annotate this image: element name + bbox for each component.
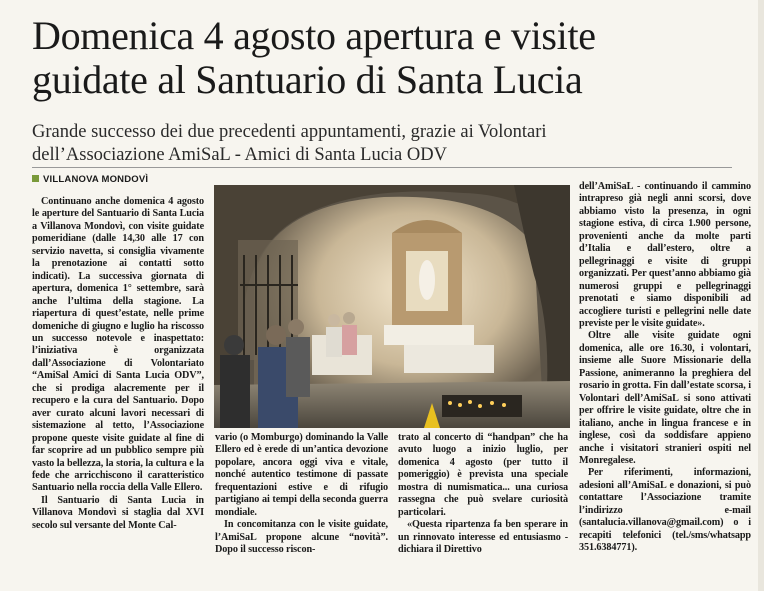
kicker-square-icon — [32, 175, 39, 182]
paragraph: dell’AmiSaL - continuando il cammino intrapreso già negli anni scorsi, dove abbiamo visto la presenza, in ogni stagione estiva, di circa 1.900 persone, provenienti anche da molte parti d’Italia e dall’estero, oltre a pellegrinaggi e visite di gruppi organizzati. Per quest’anno abbiamo già numerosi gruppi e pellegrinaggi prenotati e siamo disponibili ad accogliere turisti e pellegrini nelle date previste per le visite guidate». — [579, 181, 751, 329]
column-3 — [398, 432, 568, 557]
column-2 — [215, 432, 388, 557]
headline-line-1: Domenica 4 agosto apertura e visite — [32, 13, 596, 58]
headline — [32, 14, 752, 102]
divider — [32, 167, 732, 168]
sanctuary-cave-photo — [214, 185, 570, 428]
paragraph: Il Santuario di Santa Lucia in Villanova Mondovì si staglia dal XVI secolo sul versante del Monte Cal- — [32, 494, 204, 531]
subheadline — [32, 121, 752, 167]
subheadline-line-1: Grande successo dei due precedenti appuntamenti, grazie ai Volontari — [32, 122, 547, 142]
paragraph: In concomitanza con le visite guidate, l’AmiSaL propone alcune “novità”. Dopo il successo riscon- — [215, 519, 388, 556]
subheadline-line-2: dell’Associazione AmiSaL - Amici di Santa Lucia ODV — [32, 145, 447, 165]
paragraph: Per riferimenti, informazioni, adesioni all’AmiSaL e donazioni, si può contattare l’Associazione tramite l’indirizzo e-mail (santalucia.villanova@gmail.com) o i recapiti telefonici (tel./sms/whatsapp 351.6384771). — [579, 467, 751, 554]
headline-line-2: guidate al Santuario di Santa Lucia — [32, 57, 583, 102]
page-edge — [758, 0, 764, 591]
kicker-label: VILLANOVA MONDOVÌ — [43, 174, 149, 185]
paragraph: trato al concerto di “handpan” che ha avuto luogo a inizio luglio, per domenica 4 agosto (per tutto il pomeriggio) è prevista una speciale mostra di numismatica... una curiosa rassegna che può svelare curiosità particolari. — [398, 432, 568, 518]
column-1 — [32, 196, 204, 532]
photo-illustration — [214, 185, 570, 428]
paragraph: Continuano anche domenica 4 agosto le aperture del Santuario di Santa Lucia a Villanova Mondovì, con visite guidate pomeridiane (dalle 14,30 alle 17 con servizio navetta, si consiglia vivamente la prenotazione ai contatti sotto indicati). La successiva giornata di apertura, domenica 1° settembre, sarà anche l’ultima della stagione. La riapertura di quest’estate, nelle prime domeniche di giugno e luglio ha riscosso un successo notevole e inaspettato: l’iniziativa è organizzata dall’Associazione di Volontariato “AmiSal Amici di Santa Lucia ODV”, che si prodiga alacremente per il recupero e la cura del Santuario. Dopo aver curato alcuni lavori necessari di sistemazione al tetto, l’Associazione propone queste visite guidate al fine di far scoprire ad un pubblico sempre più vasto la bellezza, la storia, la cultura e la fede che arricchiscono il caratteristico Santuario nella roccia della Valle Ellero. — [32, 196, 204, 494]
column-4 — [579, 181, 751, 555]
paragraph: Oltre alle visite guidate ogni domenica, alle ore 16.30, i volontari, insieme alle Suore Missionarie della Passione, animeranno la preghiera del rosario in grotta. Fin dall’estate scorsa, i Volontari dell’AmiSaL si sono attivati per offrire le visite guidate, oltre che in italiano, anche in lingua francese e in inglese, così da soddisfare appieno anche i visitatori stranieri ospiti nel Monregalese. — [579, 330, 751, 466]
paragraph: vario (o Momburgo) dominando la Valle Ellero ed è erede di un’antica devozione popolare, ancora oggi viva e vitale, nonché autentico testimone di passate frequentazioni estive e di rifugio partigiano ai tempi della seconda guerra mondiale. — [215, 432, 388, 518]
paragraph: «Questa ripartenza fa ben sperare in un rinnovato interesse ed entusiasmo - dichiara il Direttivo — [398, 519, 568, 556]
kicker — [32, 174, 148, 185]
